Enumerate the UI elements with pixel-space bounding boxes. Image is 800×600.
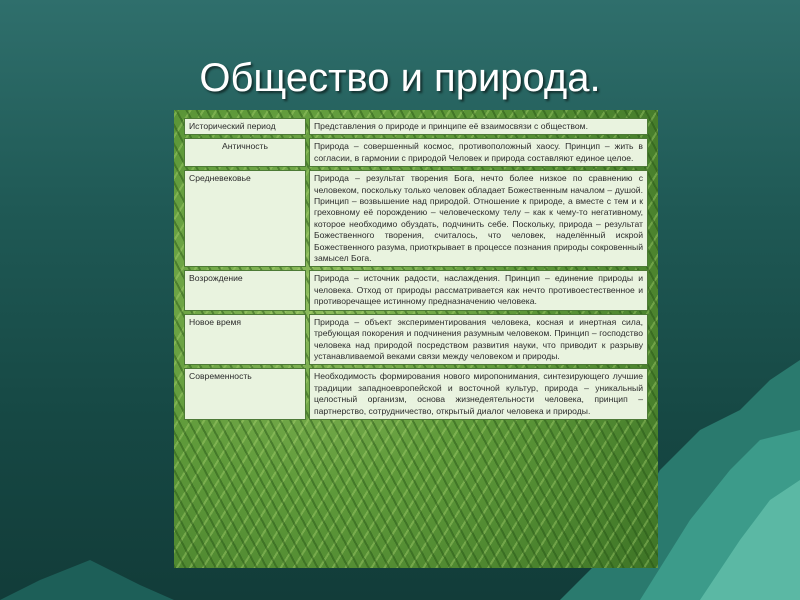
period-cell: Новое время: [184, 314, 306, 366]
header-description-cell: Представления о природе и принципе её взаимосвязи с обществом.: [309, 118, 648, 135]
table-row: [184, 368, 648, 420]
header-period-cell: Исторический период: [184, 118, 306, 135]
description-cell: Природа – совершенный космос, противоположный хаосу. Принцип – жить в согласии, в гармонии с природой Человек и природа составляют единое целое.: [309, 138, 648, 167]
period-cell: Античность: [184, 138, 306, 167]
description-cell: Природа – объект экспериментирования человека, косная и инертная сила, требующая покорения и подчинения разумным человеком. Принцип – господство человека над природой посредством развития науки, что приводит к разрыву устанавливаемой веками связи между человеком и природы.: [309, 314, 648, 366]
description-cell: Природа – результат творения Бога, нечто более низкое по сравнению с человеком, поскольку только человек обладает Божественным началом – душой. Принцип – возвышение над природой. Отношение к природе, а вместе с тем и к греховному её порождению – человеческому телу – как к чему-то негативному, которое необходимо обуздать, подчинить себе. Поскольку, природа – результат Божественного творения, считалось, что человек, наделённый искрой Божественного разума, приоткрывает в процессе познания природы сокровенный замысел Бога.: [309, 170, 648, 267]
history-table: [181, 115, 651, 423]
slide-title: Общество и природа.: [199, 56, 601, 100]
table-header-row: [184, 118, 648, 135]
period-cell: Средневековье: [184, 170, 306, 267]
content-frame: [174, 110, 658, 568]
period-cell: Современность: [184, 368, 306, 420]
table-row: [184, 314, 648, 366]
table-row: [184, 270, 648, 310]
description-cell: Природа – источник радости, наслаждения. Принцип – единение природы и человека. Отход от природы рассматривается как нечто противоестественное и противоречащее истинному предназначению человека.: [309, 270, 648, 310]
table-row: [184, 170, 648, 267]
description-cell: Необходимость формирования нового миропонимания, синтезирующего лучшие традиции западноевропейской и восточной культур, природа – уникальный целостный организм, основа жизнедеятельности человека, принцип – партнерство, сотрудничество, открытый диалог человека и природы.: [309, 368, 648, 420]
table-row: [184, 138, 648, 167]
period-cell: Возрождение: [184, 270, 306, 310]
